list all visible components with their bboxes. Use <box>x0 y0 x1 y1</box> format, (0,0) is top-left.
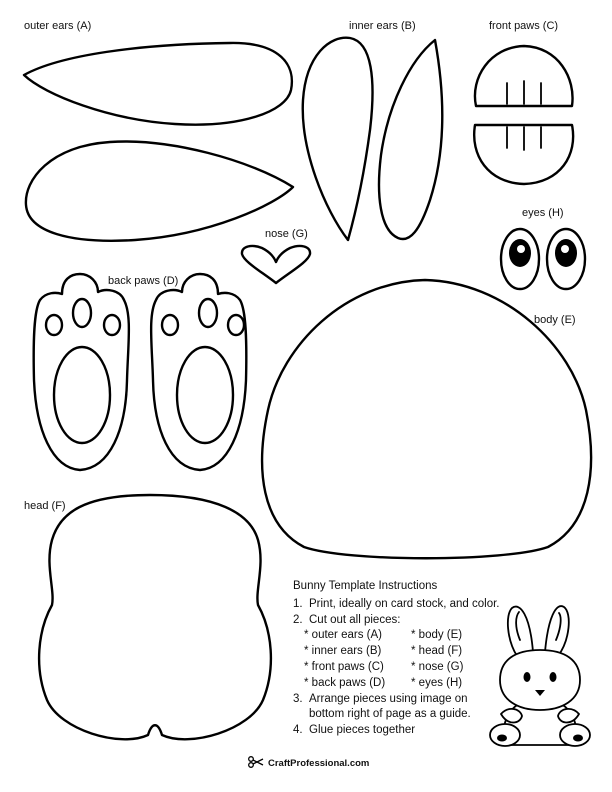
body-piece <box>262 280 591 558</box>
pieces-list-item: * outer ears (A) <box>304 628 411 644</box>
footer-brand <box>248 756 369 771</box>
step-number: 1. <box>293 597 303 610</box>
head-label: head (F) <box>24 500 66 512</box>
body-label: body (E) <box>534 314 576 326</box>
head-piece <box>39 495 271 739</box>
inner-ears-label: inner ears (B) <box>349 20 416 32</box>
bunny-example-illustration <box>490 606 590 746</box>
step-number: 4. <box>293 724 303 737</box>
step-text: Cut out all pieces: <box>309 613 401 626</box>
instruction-step <box>293 597 501 613</box>
back-paws-label: back paws (D) <box>108 275 179 287</box>
pieces-list-item: * front paws (C) <box>304 660 411 676</box>
footer-site-name[interactable]: CraftProfessional.com <box>268 758 370 769</box>
outer-ears-label: outer ears (A) <box>24 20 92 32</box>
pieces-list-item: * nose (G) <box>411 660 501 676</box>
instructions-title: Bunny Template Instructions <box>293 580 438 592</box>
pieces-list-item: * inner ears (B) <box>304 644 411 660</box>
inner-ear-piece-left <box>303 38 373 240</box>
pieces-list-item: * back paws (D) <box>304 676 411 692</box>
outer-ear-piece-bottom <box>26 142 293 241</box>
step-number: 2. <box>293 613 303 626</box>
back-paw-piece-right <box>151 274 246 470</box>
inner-ear-piece-right <box>379 40 442 239</box>
instruction-step <box>293 692 501 724</box>
back-paw-piece-left <box>34 274 129 470</box>
pieces-list <box>293 628 501 691</box>
step-text: Print, ideally on card stock, and color. <box>309 597 500 610</box>
scissors-icon <box>248 756 264 771</box>
instruction-step <box>293 613 501 629</box>
pieces-list-item: * eyes (H) <box>411 676 501 692</box>
step-text: Glue pieces together <box>309 724 416 737</box>
pieces-list-item: * body (E) <box>411 628 501 644</box>
instruction-step <box>293 723 501 739</box>
front-paws-label: front paws (C) <box>489 20 559 32</box>
step-text: Arrange pieces using image on bottom right of page as a guide. <box>309 692 471 721</box>
eye-piece-right <box>547 229 585 289</box>
eyes-label: eyes (H) <box>522 207 564 219</box>
front-paw-piece-bottom <box>474 125 573 184</box>
front-paw-piece-top <box>475 46 573 106</box>
nose-piece <box>242 246 310 283</box>
nose-label: nose (G) <box>265 228 308 240</box>
instructions-block <box>293 579 501 739</box>
pieces-list-item: * head (F) <box>411 644 501 660</box>
outer-ear-piece-top <box>24 43 292 125</box>
step-number: 3. <box>293 692 303 705</box>
eye-piece-left <box>501 229 539 289</box>
